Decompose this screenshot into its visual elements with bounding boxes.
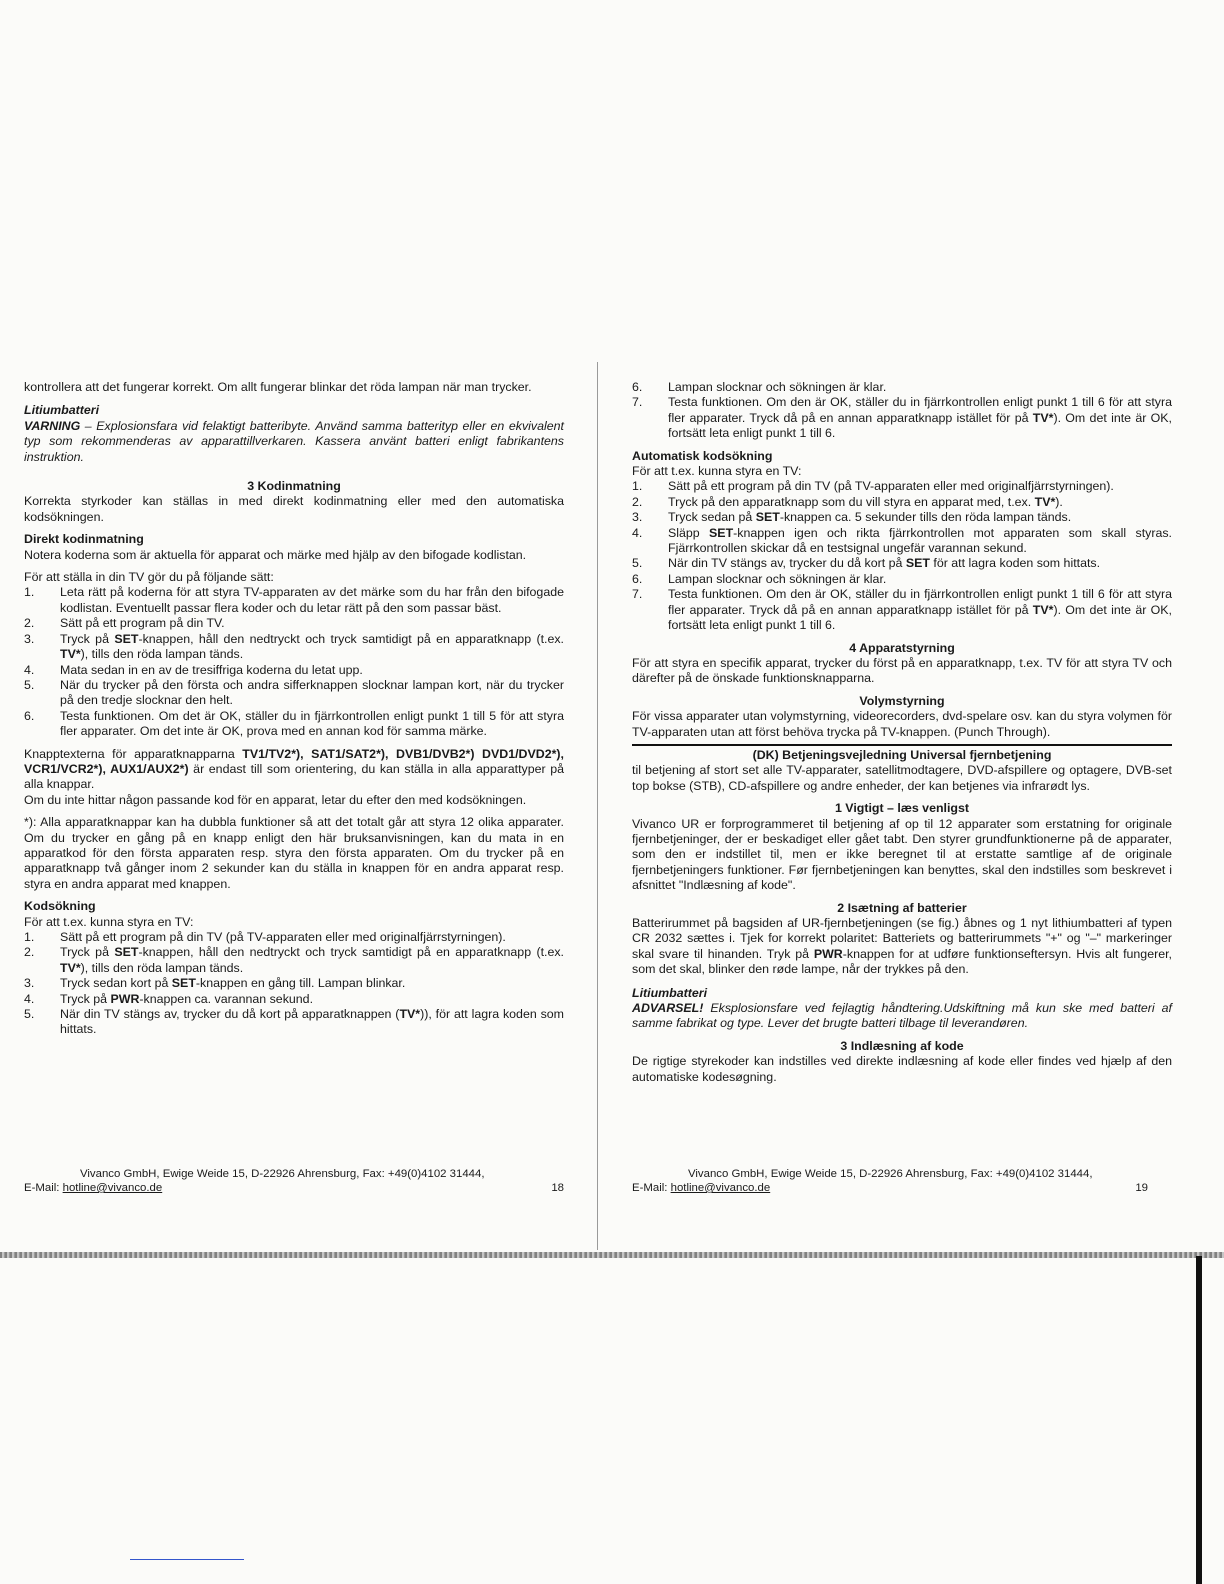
lithium-heading: Litiumbatteri: [24, 403, 100, 418]
list-item: 3. Tryck sedan på SET-knappen ca. 5 sekunder tills den röda lampan tänds.: [632, 510, 1072, 525]
list-item: 2. Tryck på den apparatknapp som du vill styra en apparat med, t.ex. TV*).: [632, 494, 1063, 509]
code-search-lead: För att t.ex. kunna styra en TV:: [24, 914, 194, 929]
scan-fold-band: [0, 1252, 1224, 1258]
section-4-text: För att styra en specifik apparat, trycker du först på en apparatknapp, t.ex. TV för att styra TV och därefter på de önskade funktionsknapparna.: [632, 655, 1172, 686]
scan-edge-shadow: [1196, 1256, 1202, 1584]
list-item: 4. Tryck på PWR-knappen ca. varannan sekund.: [24, 991, 314, 1006]
auto-search-steps: [632, 479, 1172, 633]
dk-lithium-warning: [632, 1001, 1172, 1032]
list-item: 5. När din TV stängs av, trycker du då kort på SET för att lagra koden som hittats.: [632, 556, 1101, 571]
list-item: 7. Testa funktionen. Om den är OK, ställer du in fjärrkontrollen enligt punkt 1 till 6 för att styra fler apparater. Tryck då på en annan apparatknapp istället för på TV*). Om det inte är OK, fortsätt leta enligt punkt 1 till 6.: [632, 587, 1172, 633]
lithium-warning: [24, 419, 564, 465]
footer-address: Vivanco GmbH, Ewige Weide 15, D-22926 Ahrensburg, Fax: +49(0)4102 31444,: [80, 1168, 485, 1180]
list-item: 5. När du trycker på den första och andra sifferknappen slocknar lampan kort, när du trycker på den tredje slocknar den helt.: [24, 677, 564, 708]
dk-section-3-heading: 3 Indlæsning af kode: [840, 1038, 964, 1053]
auto-search-heading: Automatisk kodsökning: [632, 448, 773, 463]
search-steps-continued: [632, 380, 1172, 442]
list-item: 1. Sätt på ett program på din TV (på TV-apparaten eller med originalfjärrstyrningen).: [632, 479, 1114, 494]
intro-text: kontrollera att det fungerar korrekt. Om allt fungerar blinkar det röda lampan när man trycker.: [24, 380, 532, 394]
list-item: 3. Tryck sedan kort på SET-knappen en gång till. Lampan blinkar.: [24, 976, 406, 991]
list-item: 2. Sätt på ett program på din TV.: [24, 616, 225, 631]
list-item: 5. När din TV stängs av, trycker du då kort på apparatknappen (TV*)), för att lagra koden som hittats.: [24, 1007, 564, 1037]
page-number: 19: [1135, 1182, 1148, 1194]
dk-section-1-heading: 1 Vigtigt – læs venligst: [834, 801, 970, 816]
scan-artifact-line: [130, 1559, 244, 1560]
direct-entry-heading: Direkt kodinmatning: [24, 532, 144, 547]
volume-heading: Volymstyrning: [859, 693, 945, 708]
email-link[interactable]: hotline@vivanco.de: [670, 1182, 771, 1194]
footer-email-label: E-Mail:: [24, 1182, 63, 1194]
dk-lithium-heading: Litiumbatteri: [632, 985, 708, 1000]
page-right: [632, 380, 1172, 1085]
section-3-heading: 3 Kodinmatning: [247, 479, 341, 494]
list-item: 3. Tryck på SET-knappen, håll den nedtryckt och tryck samtidigt på en apparatknapp (t.ex. TV*), tills den röda lampan tänds.: [24, 631, 564, 662]
dk-section-1-text: Vivanco UR er forprogrammeret til betjening af op til 12 apparater som erstatning for originale fjernbetjeninger, der er beskadiget eller gået tabt. Den styrer grundfunktionerne på de apparater, som den er indstillet til, men er ikke beregnet til at erstatte samtlige af de originale fjernbetjeningers funktioner. Før fjernbetjeningen kan benyttes, skal den indstilles som beskrevet i afsnittet "Indlæsning af kode".: [632, 816, 1172, 893]
volume-text: För vissa apparater utan volymstyrning, videorecorders, dvd-spelare osv. kan du styra volymen för TV-apparaten utan att först behöva trycka på TV-knappen. (Punch Through).: [632, 709, 1172, 739]
dk-warning-label: ADVARSEL!: [632, 1001, 704, 1016]
footnote: *): Alla apparatknappar kan ha dubbla funktioner så att det totalt går att styra 12 olika apparater. Om du trycker en gång på en knapp enligt den här bruksanvisningen, kan du mata in en apparatkod för den första apparaten resp. styra den första apparaten. Om du trycker på en apparatknapp två gånger inom 2 sekunder kan du ställa in knappen för en andra apparat resp. styra en andra apparat med knappen.: [24, 815, 564, 891]
list-item: 4. Släpp SET-knappen igen och rikta fjärrkontrollen mot apparaten som skall styras. Fjärrkontrollen skickar då en testsignal ungefär varannan sekund.: [632, 525, 1172, 556]
dk-warning-text: Eksplosionsfare ved fejlagtig håndtering.Udskiftning må kun ske med batteri af samme fabrikat og type. Lever det brugte batteri tilbage til leverandøren.: [632, 1001, 1172, 1031]
list-item: 4. Mata sedan in en av de tresiffriga koderna du letat upp.: [24, 662, 363, 677]
warning-label: VARNING: [24, 418, 81, 433]
dk-intro: til betjening af stort set alle TV-apparater, satellitmodtagere, DVD-afspillere og optagere, DVB-set top bokse (STB), CD-afspillere og andre enheder, der kan betjenes via infrarødt lys.: [632, 763, 1172, 793]
section-3-text: Korrekta styrkoder kan ställas in med direkt kodinmatning eller med den automatiska kodsökningen.: [24, 494, 564, 524]
footer-email-label: E-Mail:: [632, 1182, 671, 1194]
direct-entry-steps: [24, 585, 564, 739]
dk-title: (DK) Betjeningsvejledning Universal fjernbetjening: [752, 747, 1052, 762]
list-item: 6. Lampan slocknar och sökningen är klar.: [632, 380, 887, 394]
key-labels-note: Knapptexterna för apparatknapparna TV1/TV2*), SAT1/SAT2*), DVB1/DVB2*) DVD1/DVD2*), VCR1/VCR2*), AUX1/AUX2*) är endast till som orientering, du kan ställa in alla apparattyper på alla knappar.: [24, 746, 564, 792]
code-search-heading: Kodsökning: [24, 899, 96, 914]
footer-address: Vivanco GmbH, Ewige Weide 15, D-22926 Ahrensburg, Fax: +49(0)4102 31444,: [688, 1168, 1093, 1180]
direct-entry-text: Notera koderna som är aktuella för apparat och märke med hjälp av den bifogade kodlistan.: [24, 547, 527, 562]
section-divider: [632, 744, 1172, 746]
auto-search-lead: För att t.ex. kunna styra en TV:: [632, 464, 802, 479]
page-left: [24, 380, 564, 1038]
list-item: 1. Sätt på ett program på din TV (på TV-apparaten eller med originalfjärrstyrningen).: [24, 930, 506, 944]
code-search-steps: [24, 930, 564, 1038]
footer-left: [24, 1167, 564, 1195]
list-item: 2. Tryck på SET-knappen, håll den nedtryckt och tryck samtidigt på en apparatknapp (t.ex. TV*), tills den röda lampan tänds.: [24, 945, 564, 975]
warning-text: – Explosionsfara vid felaktigt batteribyte. Använd samma batterityp eller en ekvivalent typ som rekommenderas av apparattillverkaren. Kassera använt batteri enligt fabrikantens instruktion.: [24, 418, 564, 464]
direct-entry-lead: För att ställa in din TV gör du på följande sätt:: [24, 570, 274, 585]
list-item: 1. Leta rätt på koderna för att styra TV-apparaten av det märke som du har från den bifogade kodlistan. Eventuellt passar flera koder och du letar rätt på den som passar bäst.: [24, 585, 564, 615]
dk-section-3-text: De rigtige styrekoder kan indstilles ved direkte indlæsning af kode eller findes ved hjælp af den automatiske kodesøgning.: [632, 1054, 1172, 1084]
list-item: 6. Testa funktionen. Om det är OK, ställer du in fjärrkontrollen enligt punkt 1 till 5 för att styra fler apparater. Om det inte är OK, prova med en annan kod för samma märke.: [24, 708, 564, 739]
page-gutter: [597, 362, 598, 1250]
footer-right: [632, 1167, 1172, 1195]
list-item: 7. Testa funktionen. Om den är OK, ställer du in fjärrkontrollen enligt punkt 1 till 6 för att styra fler apparater. Tryck då på en annan apparatknapp istället för på TV*). Om det inte är OK, fortsätt leta enligt punkt 1 till 6.: [632, 395, 1172, 441]
list-item: 6. Lampan slocknar och sökningen är klar.: [632, 571, 887, 586]
section-4-heading: 4 Apparatstyrning: [849, 640, 955, 655]
email-link[interactable]: hotline@vivanco.de: [62, 1182, 163, 1194]
no-match-note: Om du inte hittar någon passande kod för en apparat, letar du efter den med kodsökningen.: [24, 792, 527, 807]
dk-section-2-text: Batterirummet på bagsiden af UR-fjernbetjeningen (se fig.) åbnes og 1 nyt lithiumbatteri af typen CR 2032 sættes i. Tjek for korrekt polaritet: Batteriets og batterirummets "+" og "–" markeringer skal svare til hinanden. Tryk på PWR-knappen for at udføre funktionseftersyn. Hvis alt fungerer, som det skal, blinker den røde lampe, når der trykkes på den.: [632, 916, 1172, 977]
dk-section-2-heading: 2 Isætning af batterier: [837, 900, 967, 915]
page-number: 18: [551, 1182, 564, 1194]
